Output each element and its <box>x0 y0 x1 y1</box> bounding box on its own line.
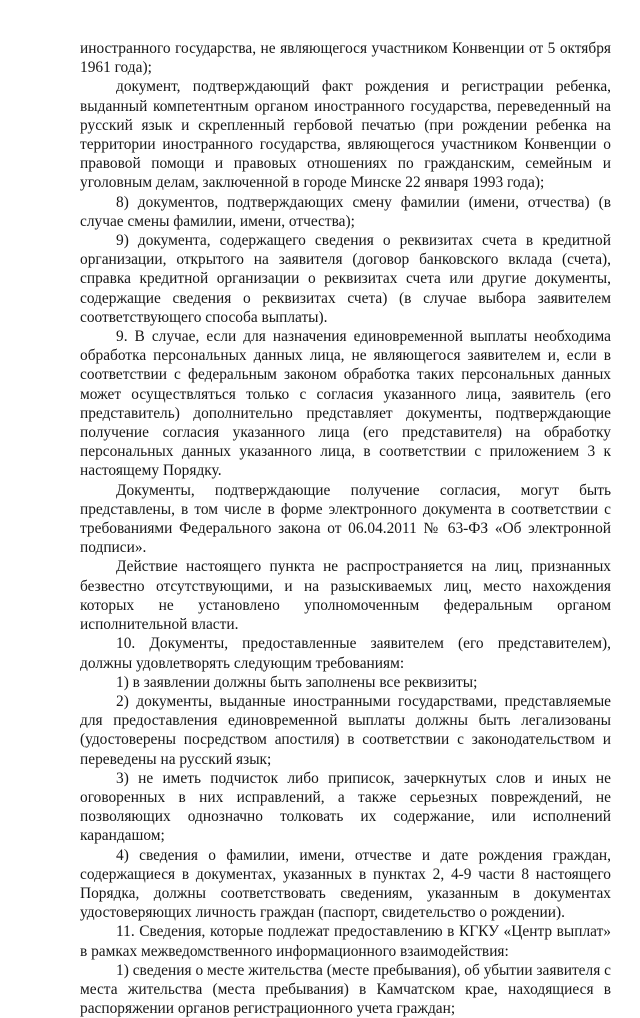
paragraph-requirement-1: 1) в заявлении должны быть заполнены все реквизиты; <box>116 673 478 691</box>
paragraph-clause-exception: Действие настоящего пункта не распространяется на лиц, признанных безвестно отсутствующими, и на разыскиваемых лиц, место нахождения которых не установлено уполномоченным федеральным органом исполнительной власти. <box>80 558 611 634</box>
paragraph-consent-documents: Документы, подтверждающие получение согласия, могут быть представлены, в том числе в форме электронного документа в соответствии с требованиями Федерального закона от 06.04.2011 № 63-ФЗ «Об электронной подписи». <box>80 481 611 557</box>
paragraph-clause-10: 10. Документы, предоставленные заявителем (его представителем), должны удовлетворять следующим требованиям: <box>80 635 611 672</box>
paragraph-clause-11: 11. Сведения, которые подлежат предоставлению в КГКУ «Центр выплат» в рамках межведомственного информационного взаимодействия: <box>80 923 611 960</box>
paragraph-item-8: 8) документов, подтверждающих смену фамилии (имени, отчества) (в случае смены фамилии, имени, отчества); <box>80 193 611 230</box>
paragraph-birth-document: документ, подтверждающий факт рождения и регистрации ребенка, выданный компетентным органом иностранного государства, переведенный на русский язык и скрепленный гербовой печатью (при рождении ребенка на территории иностранного государства, являющегося участником Конвенции о правовой помощи и правовых отношениях по гражданским, семейным и уголовным делам, заключенной в городе Минске 22 января 1993 года); <box>80 78 611 192</box>
paragraph-requirement-3: 3) не иметь подчисток либо приписок, зачеркнутых слов и иных не оговоренных в них исправлений, а также серьезных повреждений, не позволяющих однозначно толковать их содержание, или исполнений карандашом; <box>80 769 611 845</box>
document-page <box>80 39 611 1018</box>
paragraph-requirement-4: 4) сведения о фамилии, имени, отчестве и дате рождения граждан, содержащиеся в документах, указанных в пунктах 2, 4-9 части 8 настоящего Порядка, должны соответствовать сведениям, указанным в документах удостоверяющих личность граждан (паспорт, свидетельство о рождении). <box>80 846 611 922</box>
paragraph-continuation: иностранного государства, не являющегося участником Конвенции от 5 октября 1961 года); <box>80 40 611 77</box>
paragraph-information-1: 1) сведения о месте жительства (месте пребывания), об убытии заявителя с места жительства (места пребывания) в Камчатском крае, находящиеся в распоряжении органов регистрационного учета граждан; <box>80 961 611 1018</box>
paragraph-clause-9: 9. В случае, если для назначения единовременной выплаты необходима обработка персональных данных лица, не являющегося заявителем и, если в соответствии с федеральным законом обработка таких персональных данных может осуществляться только с согласия указанного лица, заявитель (его представитель) дополнительно представляет документы, подтверждающие получение согласия указанного лица (его представителя) на обработку персональных данных указанного лица, в соответствии с приложением 3 к настоящему Порядку. <box>80 328 611 480</box>
paragraph-requirement-2: 2) документы, выданные иностранными государствами, представляемые для предоставления единовременной выплаты должны быть легализованы (удостоверены посредством апостиля) в соответствии с законодательством и переведены на русский язык; <box>80 692 611 768</box>
paragraph-item-9: 9) документа, содержащего сведения о реквизитах счета в кредитной организации, открытого на заявителя (договор банковского вклада (счета), справка кредитной организации о реквизитах счета или другие документы, содержащие сведения о реквизитах счета) (в случае выбора заявителем соответствующего способа выплаты). <box>80 232 611 326</box>
